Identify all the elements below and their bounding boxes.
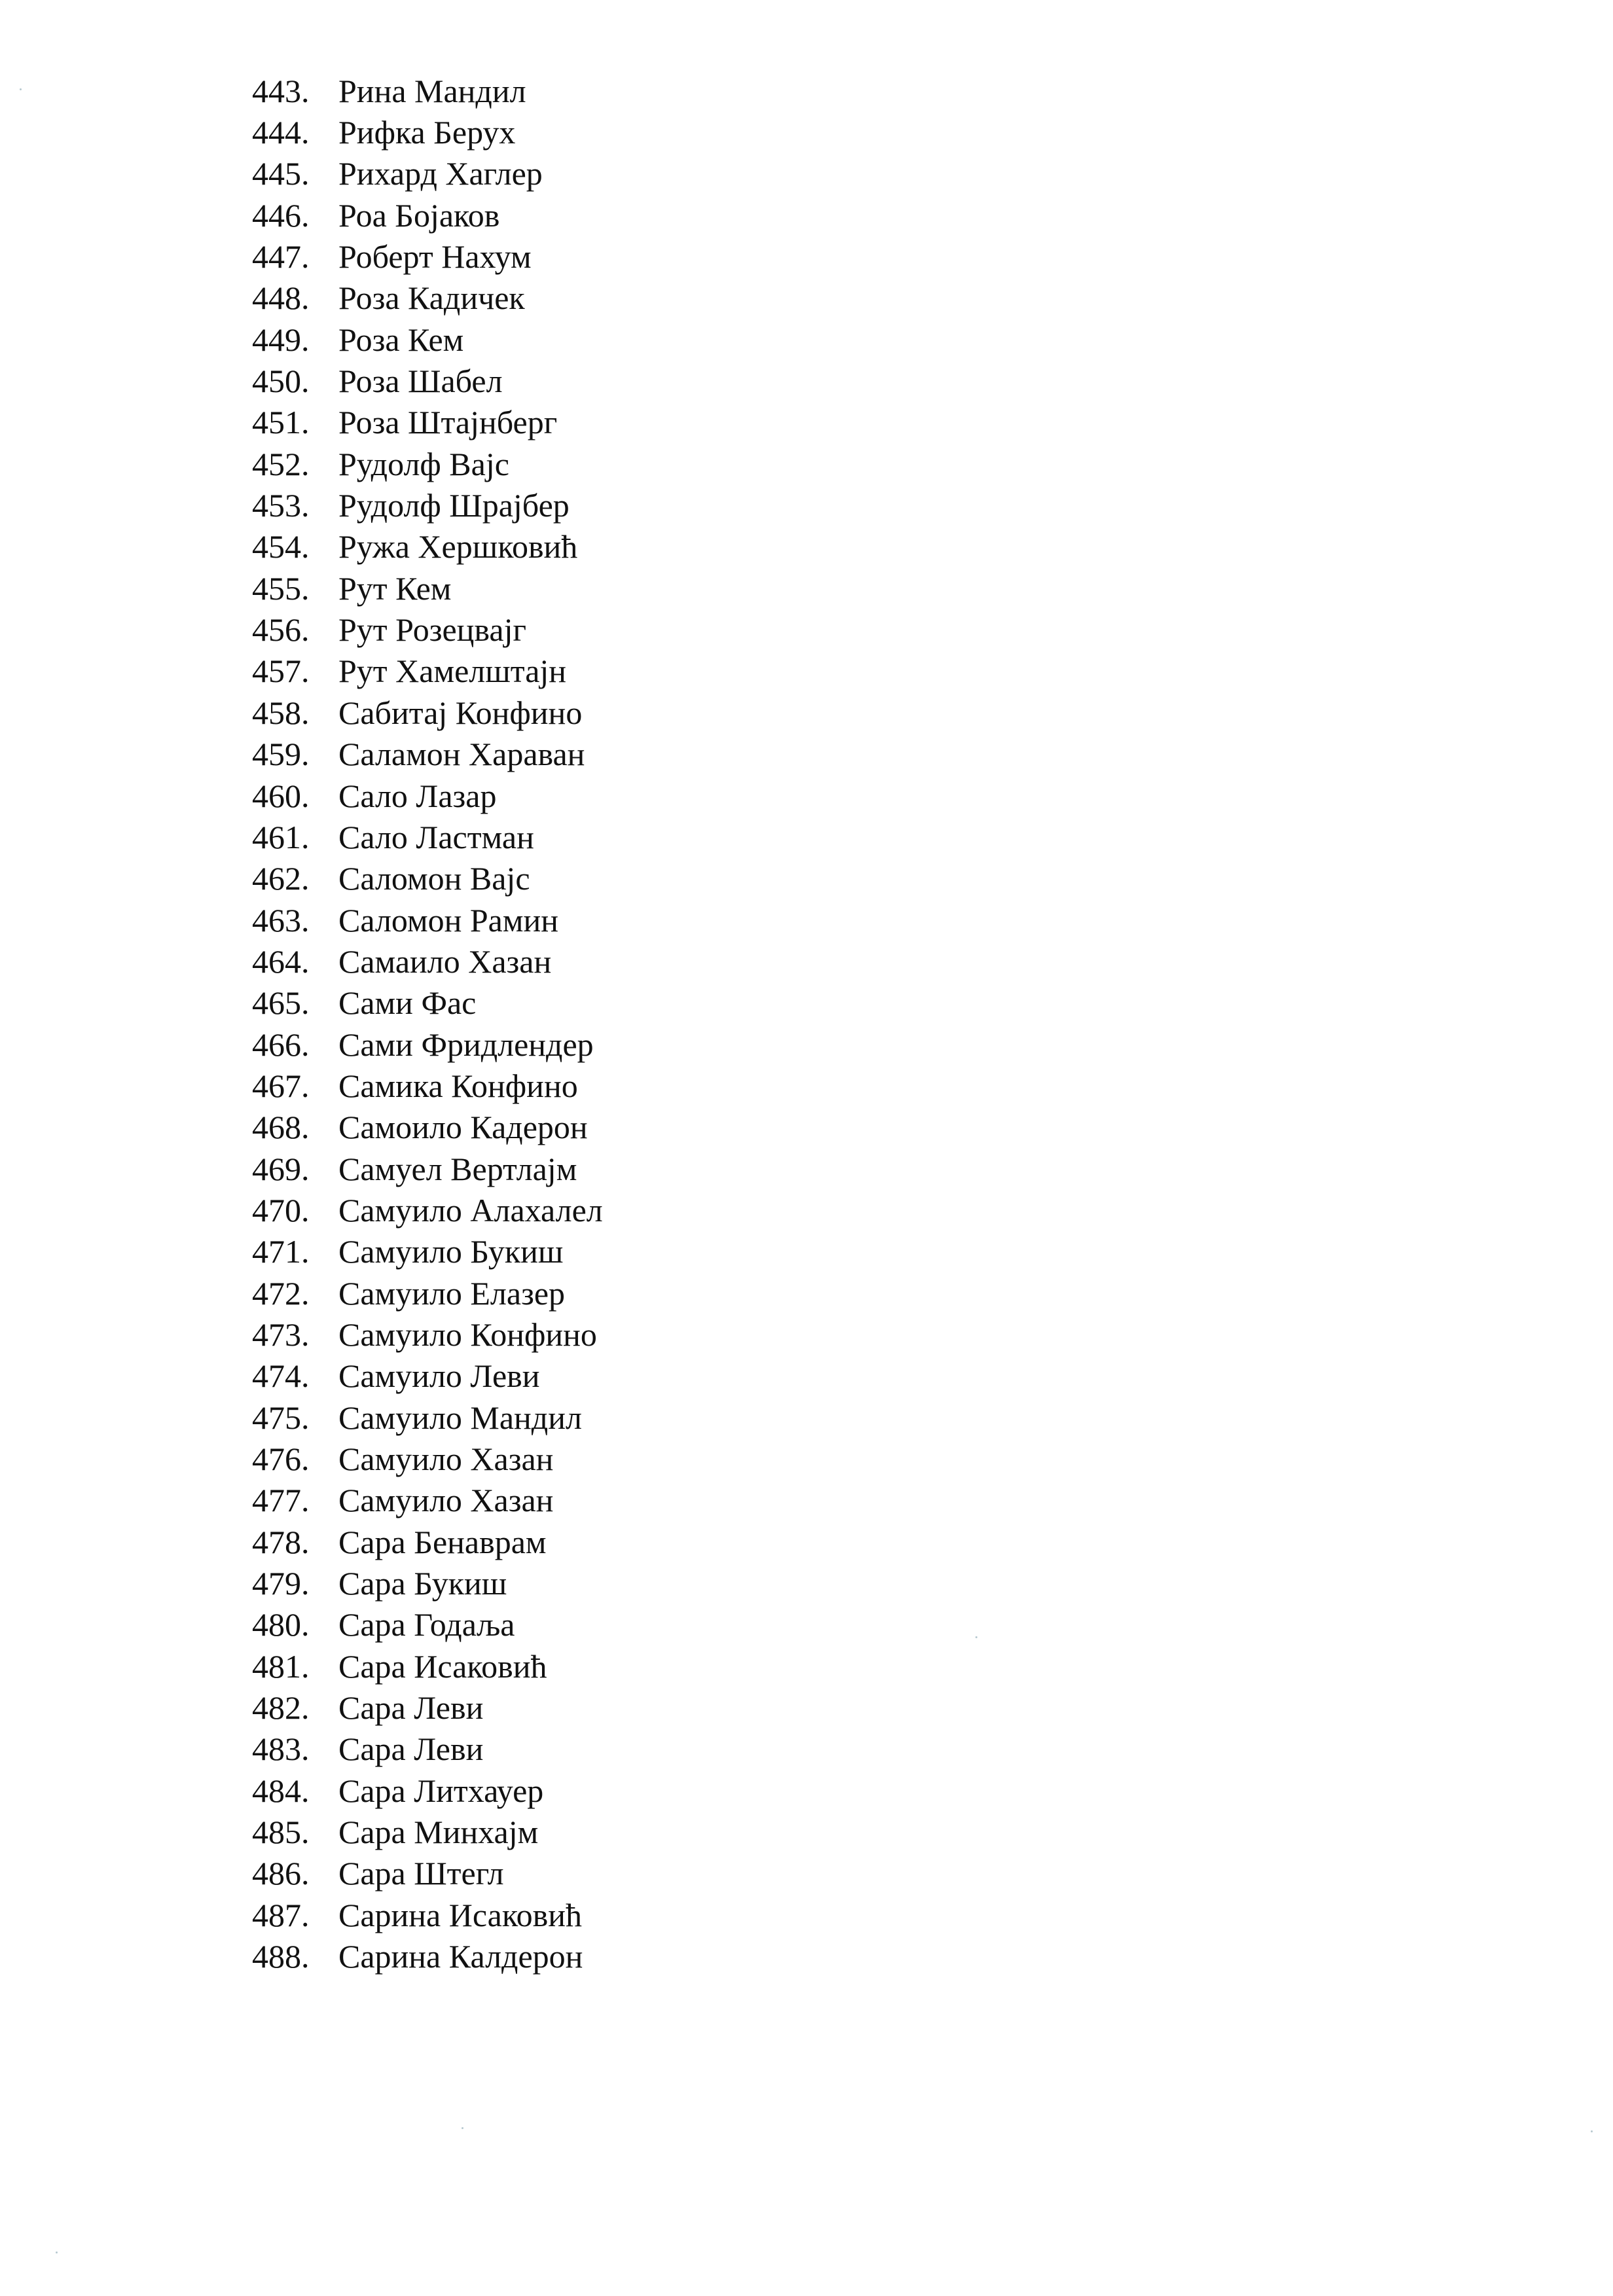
item-number: 454. (252, 528, 310, 565)
list-item (252, 236, 603, 277)
item-number: 443. (252, 72, 310, 109)
item-number: 469. (252, 1150, 310, 1187)
item-name: Сара Бенаврам (338, 1523, 547, 1560)
item-number: 488. (252, 1938, 310, 1975)
item-number: 487. (252, 1896, 310, 1933)
item-number: 448. (252, 279, 310, 317)
item-name: Роза Штајнберг (338, 404, 558, 441)
list-item (252, 1355, 603, 1397)
list-item (252, 402, 603, 443)
item-number: 486. (252, 1855, 310, 1892)
list-item (252, 651, 603, 692)
scan-speck (975, 1636, 977, 1638)
item-name: Рут Розецвајг (338, 611, 526, 649)
list-item (252, 1107, 603, 1148)
item-number: 456. (252, 611, 310, 649)
item-name: Самуило Леви (338, 1357, 540, 1395)
item-number: 482. (252, 1689, 310, 1727)
item-name: Роза Кадичек (338, 279, 525, 317)
item-name: Саломон Рамин (338, 901, 559, 939)
item-number: 463. (252, 901, 310, 939)
item-number: 473. (252, 1316, 310, 1353)
list-item (252, 1894, 603, 1935)
item-number: 462. (252, 860, 310, 897)
item-name: Самуило Конфино (338, 1316, 597, 1353)
list-item (252, 360, 603, 401)
list-item (252, 1314, 603, 1355)
item-name: Сара Леви (338, 1689, 484, 1727)
item-name: Самоило Кадерон (338, 1109, 588, 1146)
list-item (252, 1853, 603, 1894)
list-item (252, 526, 603, 567)
item-name: Сало Лазар (338, 777, 497, 814)
item-name: Самуило Букиш (338, 1233, 564, 1270)
list-item (252, 1687, 603, 1728)
item-name: Самика Конфино (338, 1067, 578, 1104)
item-number: 467. (252, 1067, 310, 1104)
item-name: Роа Бојаков (338, 196, 500, 234)
list-item (252, 1189, 603, 1230)
item-number: 460. (252, 777, 310, 814)
item-number: 457. (252, 653, 310, 690)
list-item (252, 1272, 603, 1314)
item-name: Рифка Берух (338, 114, 516, 151)
list-item (252, 1148, 603, 1189)
scan-speck (56, 2251, 58, 2253)
list-item (252, 278, 603, 319)
list-item (252, 111, 603, 152)
item-name: Рихард Хаглер (338, 155, 543, 192)
item-number: 468. (252, 1109, 310, 1146)
item-number: 477. (252, 1482, 310, 1519)
item-number: 464. (252, 942, 310, 980)
item-name: Сара Леви (338, 1731, 484, 1768)
list-item (252, 70, 603, 111)
list-item (252, 1729, 603, 1770)
item-name: Сара Букиш (338, 1565, 507, 1602)
item-number: 479. (252, 1565, 310, 1602)
item-name: Роза Кем (338, 321, 464, 358)
list-item (252, 1024, 603, 1065)
item-number: 444. (252, 114, 310, 151)
list-item (252, 1480, 603, 1521)
list-item (252, 443, 603, 484)
item-name: Сара Исаковић (338, 1647, 547, 1685)
list-item (252, 941, 603, 982)
item-name: Самуило Алахалел (338, 1191, 603, 1229)
item-number: 445. (252, 155, 310, 192)
list-item (252, 1935, 603, 1977)
item-number: 453. (252, 487, 310, 524)
item-name: Рудолф Вајс (338, 445, 509, 482)
list-item (252, 1521, 603, 1562)
list-item (252, 609, 603, 650)
item-number: 485. (252, 1814, 310, 1851)
name-list (252, 70, 603, 1977)
item-number: 465. (252, 984, 310, 1022)
item-number: 474. (252, 1357, 310, 1395)
list-item (252, 816, 603, 857)
list-item (252, 1770, 603, 1811)
item-number: 483. (252, 1731, 310, 1768)
list-item (252, 982, 603, 1024)
item-name: Рут Хамелштајн (338, 653, 567, 690)
item-number: 461. (252, 818, 310, 855)
list-item (252, 1562, 603, 1604)
list-item (252, 194, 603, 236)
list-item (252, 858, 603, 899)
item-number: 452. (252, 445, 310, 482)
item-name: Сами Фридлендер (338, 1026, 594, 1063)
item-number: 472. (252, 1274, 310, 1312)
list-item (252, 1065, 603, 1106)
item-name: Сара Штегл (338, 1855, 504, 1892)
item-name: Роза Шабел (338, 363, 503, 400)
item-name: Самаило Хазан (338, 942, 552, 980)
item-name: Саломон Вајс (338, 860, 530, 897)
item-number: 475. (252, 1399, 310, 1436)
item-number: 451. (252, 404, 310, 441)
item-name: Сара Минхајм (338, 1814, 539, 1851)
scan-speck (462, 2127, 463, 2129)
item-name: Сало Ластман (338, 818, 534, 855)
item-name: Рина Мандил (338, 72, 526, 109)
item-name: Самуило Елазер (338, 1274, 566, 1312)
item-number: 480. (252, 1606, 310, 1643)
item-name: Саламон Хараван (338, 736, 585, 773)
item-number: 447. (252, 238, 310, 276)
item-name: Рут Кем (338, 569, 452, 607)
list-item (252, 734, 603, 775)
item-number: 476. (252, 1441, 310, 1478)
list-item (252, 1645, 603, 1687)
list-item (252, 319, 603, 360)
item-name: Роберт Нахум (338, 238, 532, 276)
item-number: 481. (252, 1647, 310, 1685)
item-name: Рудолф Шрајбер (338, 487, 570, 524)
list-item (252, 1397, 603, 1438)
item-name: Сабитај Конфино (338, 694, 583, 731)
scan-speck (1591, 2130, 1593, 2132)
item-name: Самуел Вертлајм (338, 1150, 577, 1187)
item-name: Сара Литхауер (338, 1772, 544, 1809)
item-number: 458. (252, 694, 310, 731)
item-name: Самуило Мандил (338, 1399, 582, 1436)
item-name: Самуило Хазан (338, 1482, 554, 1519)
list-item (252, 1604, 603, 1645)
list-item (252, 153, 603, 194)
list-item (252, 692, 603, 733)
item-number: 478. (252, 1523, 310, 1560)
item-name: Сарина Калдерон (338, 1938, 583, 1975)
item-number: 449. (252, 321, 310, 358)
item-name: Ружа Хершковић (338, 528, 578, 565)
item-name: Самуило Хазан (338, 1441, 554, 1478)
list-item (252, 484, 603, 526)
list-item (252, 567, 603, 609)
item-number: 446. (252, 196, 310, 234)
item-number: 466. (252, 1026, 310, 1063)
item-number: 470. (252, 1191, 310, 1229)
scan-speck (20, 88, 22, 90)
item-name: Сара Годаља (338, 1606, 515, 1643)
list-item (252, 1438, 603, 1479)
item-name: Сарина Исаковић (338, 1896, 582, 1933)
item-number: 484. (252, 1772, 310, 1809)
item-number: 459. (252, 736, 310, 773)
item-number: 455. (252, 569, 310, 607)
item-name: Сами Фас (338, 984, 477, 1022)
list-item (252, 1811, 603, 1852)
list-item (252, 775, 603, 816)
list-item (252, 899, 603, 941)
item-number: 450. (252, 363, 310, 400)
list-item (252, 1231, 603, 1272)
item-number: 471. (252, 1233, 310, 1270)
